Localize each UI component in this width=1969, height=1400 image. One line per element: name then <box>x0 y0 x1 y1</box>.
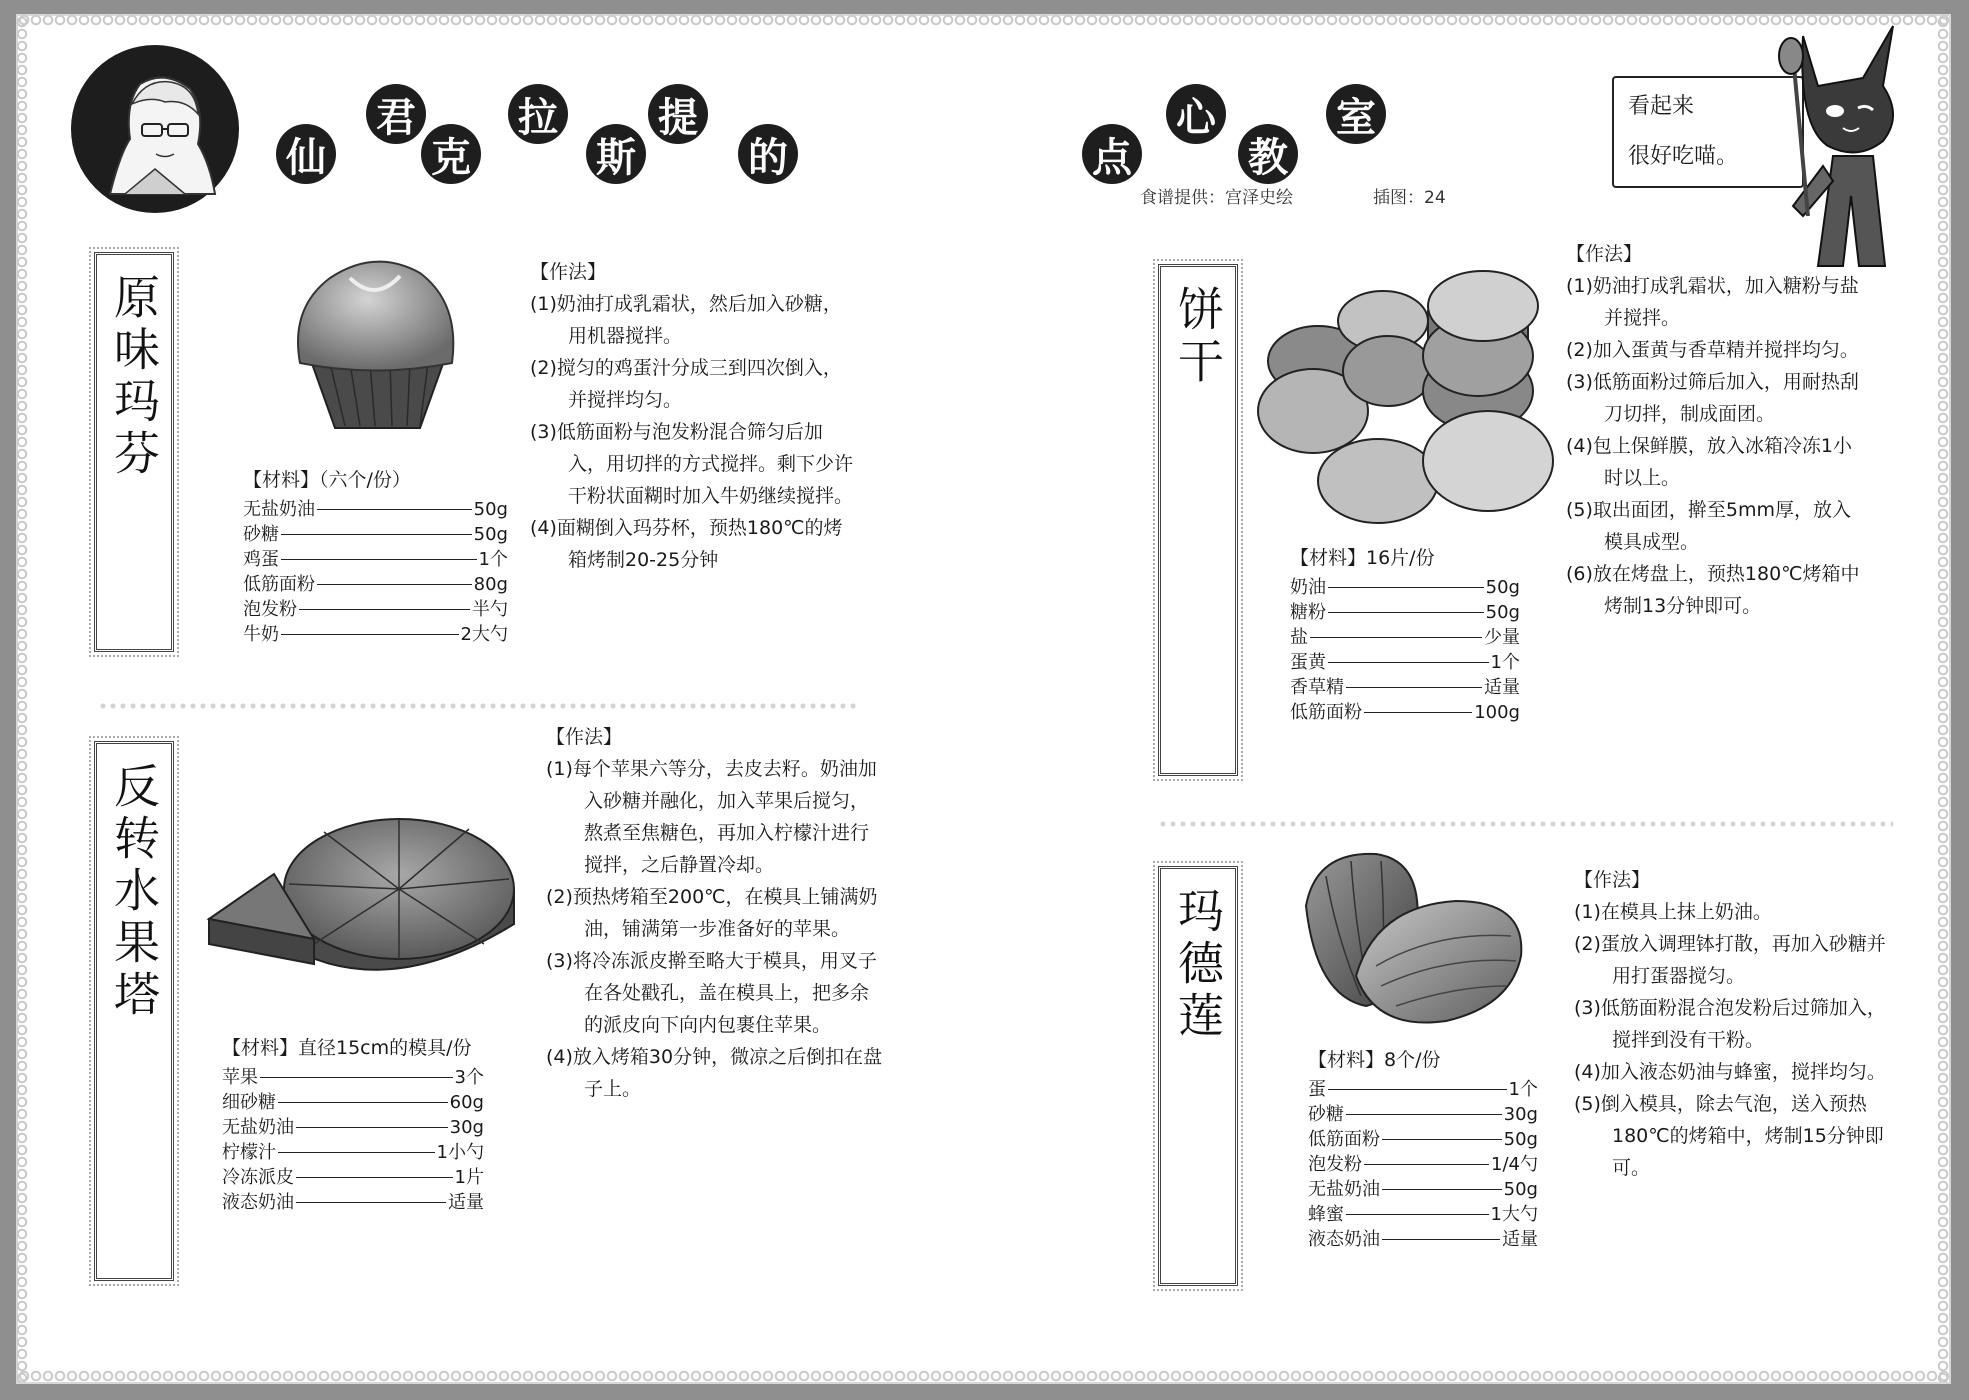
title-right-char-3: 室 <box>1326 84 1386 144</box>
ingredient-leader-line <box>281 559 477 560</box>
ingredient-leader-line <box>1346 1214 1489 1215</box>
tart-label-box <box>94 741 174 1281</box>
ingredient-row <box>1290 600 1520 625</box>
ingredient-row <box>1308 1077 1538 1102</box>
left-divider <box>98 702 858 710</box>
ingredient-qty: 3个 <box>454 1067 484 1088</box>
ingredient-qty: 适量 <box>1502 1229 1538 1250</box>
ingredient-leader-line <box>296 1177 453 1178</box>
chef-portrait <box>70 44 240 214</box>
ingredient-row <box>1308 1102 1538 1127</box>
title-left-char-6: 的 <box>738 124 798 184</box>
ingredient-name: 低筋面粉 <box>1308 1129 1380 1150</box>
ingredient-name: 液态奶油 <box>1308 1229 1380 1250</box>
tart-name: 反转水果塔 <box>107 762 161 1022</box>
ingredient-leader-line <box>1346 1114 1502 1115</box>
ingredient-name: 低筋面粉 <box>1290 702 1362 723</box>
ingredient-name: 无盐奶油 <box>222 1117 294 1138</box>
ingredient-leader-line <box>1382 1189 1502 1190</box>
ingredient-row <box>243 497 508 522</box>
ingredient-leader-line <box>1382 1239 1500 1240</box>
ingredient-qty: 1片 <box>454 1167 484 1188</box>
top-scallop-border <box>18 14 1949 26</box>
method-step: (3)将冷冻派皮擀至略大于模具，用叉子在各处戳孔，盖在模具上，把多余的派皮向下向内包裹住苹果。 <box>546 950 877 1036</box>
ingredient-qty: 50g <box>1485 577 1520 598</box>
tart-illustration <box>204 794 524 1004</box>
title-left-char-1: 君 <box>366 84 426 144</box>
ingredient-qty: 1个 <box>478 549 508 570</box>
ingredient-leader-line <box>296 1127 448 1128</box>
ingredient-name: 液态奶油 <box>222 1192 294 1213</box>
ingredient-leader-line <box>1328 1089 1507 1090</box>
ingredient-qty: 适量 <box>448 1192 484 1213</box>
title-left-char-4: 斯 <box>586 124 646 184</box>
ingredient-qty: 50g <box>1503 1129 1538 1150</box>
ingredient-leader-line <box>278 1152 435 1153</box>
method-step: (1)奶油打成乳霜状，然后加入砂糖，用机器搅拌。 <box>530 293 842 347</box>
ingredient-row <box>1290 625 1520 650</box>
ingredient-leader-line <box>1346 687 1482 688</box>
ingredient-name: 泡发粉 <box>243 599 297 620</box>
method-step: (6)放在烤盘上，预热180℃烤箱中烤制13分钟即可。 <box>1566 563 1860 617</box>
ingredient-qty: 2大勺 <box>460 624 508 645</box>
madeleine-method <box>1574 864 1904 1184</box>
method-step: (1)在模具上抹上奶油。 <box>1574 901 1772 923</box>
ingredient-name: 细砂糖 <box>222 1092 276 1113</box>
ingredient-row <box>222 1190 484 1215</box>
ingredient-name: 泡发粉 <box>1308 1154 1362 1175</box>
muffin-illustration <box>280 248 470 438</box>
ingredient-row <box>1290 575 1520 600</box>
title-left-char-0: 仙 <box>276 124 336 184</box>
tart-method-title: 【作法】 <box>546 726 623 748</box>
ingredient-leader-line <box>281 534 472 535</box>
cookie-ingredients-header: 【材料】16片/份 <box>1290 547 1435 569</box>
ingredient-row <box>1308 1227 1538 1252</box>
ingredient-row <box>222 1165 484 1190</box>
recipe-credit: 食谱提供：宫泽史绘 <box>1140 188 1293 208</box>
title-right-char-1: 心 <box>1166 84 1226 144</box>
ingredient-leader-line <box>1310 637 1482 638</box>
ingredient-leader-line <box>317 509 472 510</box>
method-step: (2)预热烤箱至200℃，在模具上铺满奶油，铺满第一步准备好的苹果。 <box>546 886 878 940</box>
title-right-char-2: 教 <box>1238 124 1298 184</box>
madeleine-label-box <box>1158 866 1238 1286</box>
method-step: (2)蛋放入调理钵打散，再加入砂糖并用打蛋器搅匀。 <box>1574 933 1886 987</box>
madeleine-ingredients-header: 【材料】8个/份 <box>1308 1049 1441 1071</box>
ingredient-name: 柠檬汁 <box>222 1142 276 1163</box>
ingredient-qty: 1个 <box>1508 1079 1538 1100</box>
ingredient-qty: 少量 <box>1484 627 1520 648</box>
madeleine-name: 玛德莲 <box>1171 887 1225 1043</box>
ingredient-row <box>222 1065 484 1090</box>
ingredient-name: 牛奶 <box>243 624 279 645</box>
muffin-method <box>530 256 860 576</box>
ingredient-qty: 1大勺 <box>1490 1204 1538 1225</box>
ingredient-leader-line <box>1364 712 1472 713</box>
method-step: (1)奶油打成乳霜状，加入糖粉与盐并搅拌。 <box>1566 275 1859 329</box>
method-step: (3)低筋面粉混合泡发粉后过筛加入，搅拌到没有干粉。 <box>1574 997 1886 1051</box>
ingredient-row <box>1308 1127 1538 1152</box>
ingredient-leader-line <box>317 584 472 585</box>
cookie-method-title: 【作法】 <box>1566 243 1643 265</box>
method-step: (3)低筋面粉与泡发粉混合筛匀后加入，用切拌的方式搅拌。剩下少许干粉状面糊时加入牛奶继续搅拌。 <box>530 421 854 507</box>
tart-method <box>546 721 886 1105</box>
method-step: (3)低筋面粉过筛后加入，用耐热刮刀切拌，制成面团。 <box>1566 371 1859 425</box>
ingredient-name: 蛋 <box>1308 1079 1326 1100</box>
ingredient-name: 砂糖 <box>243 524 279 545</box>
ingredient-qty: 1/4勺 <box>1491 1154 1538 1175</box>
muffin-method-title: 【作法】 <box>530 261 607 283</box>
ingredient-row <box>1308 1152 1538 1177</box>
ingredient-qty: 60g <box>449 1092 484 1113</box>
ingredient-qty: 1个 <box>1490 652 1520 673</box>
muffin-label-box <box>94 252 174 652</box>
ingredient-name: 糖粉 <box>1290 602 1326 623</box>
muffin-ingredients-header: 【材料】（六个/份） <box>243 469 411 491</box>
ingredient-leader-line <box>278 1102 448 1103</box>
ingredient-row <box>222 1115 484 1140</box>
method-step: (4)包上保鲜膜，放入冰箱冷冻1小时以上。 <box>1566 435 1853 489</box>
method-step: (4)放入烤箱30分钟，微凉之后倒扣在盘子上。 <box>546 1046 883 1100</box>
ingredient-qty: 30g <box>1503 1104 1538 1125</box>
madeleine-method-title: 【作法】 <box>1574 869 1651 891</box>
ingredient-name: 蜂蜜 <box>1308 1204 1344 1225</box>
ingredient-row <box>243 522 508 547</box>
ingredient-name: 奶油 <box>1290 577 1326 598</box>
ingredient-row <box>243 622 508 647</box>
title-right-char-0: 点 <box>1082 124 1142 184</box>
bottom-scallop-border <box>18 1370 1949 1382</box>
ingredient-qty: 1小勺 <box>436 1142 484 1163</box>
ingredient-leader-line <box>1328 662 1489 663</box>
title-left-char-5: 提 <box>648 84 708 144</box>
ingredient-row <box>1290 700 1520 725</box>
madeleine-illustration <box>1296 846 1536 1036</box>
ingredient-leader-line <box>1328 587 1484 588</box>
ingredient-qty: 适量 <box>1484 677 1520 698</box>
ingredient-qty: 50g <box>473 524 508 545</box>
ingredient-name: 冷冻派皮 <box>222 1167 294 1188</box>
muffin-ingredients <box>243 468 508 647</box>
title-left-char-2: 克 <box>421 124 481 184</box>
method-step: (2)加入蛋黄与香草精并搅拌均匀。 <box>1566 339 1859 361</box>
ingredient-name: 无盐奶油 <box>243 499 315 520</box>
ingredient-row <box>1290 650 1520 675</box>
ingredient-row <box>1308 1202 1538 1227</box>
method-step: (1)每个苹果六等分，去皮去籽。奶油加入砂糖并融化，加入苹果后搅匀，熬煮至焦糖色，再加入柠檬汁进行搅拌，之后静置冷却。 <box>546 758 877 876</box>
illustration-credit: 插图：24 <box>1373 188 1446 208</box>
cookie-method <box>1566 238 1866 622</box>
ingredient-qty: 半勺 <box>472 599 508 620</box>
ingredient-qty: 50g <box>1485 602 1520 623</box>
ingredient-row <box>222 1090 484 1115</box>
ingredient-leader-line <box>1328 612 1484 613</box>
ingredient-name: 苹果 <box>222 1067 258 1088</box>
ingredient-row <box>1308 1177 1538 1202</box>
ingredient-qty: 50g <box>473 499 508 520</box>
muffin-name: 原味玛芬 <box>107 273 161 481</box>
left-scallop-border <box>16 16 28 1382</box>
ingredient-name: 香草精 <box>1290 677 1344 698</box>
right-divider <box>1158 820 1893 828</box>
ingredient-qty: 50g <box>1503 1179 1538 1200</box>
ingredient-leader-line <box>260 1077 453 1078</box>
ingredient-qty: 30g <box>449 1117 484 1138</box>
tart-ingredients <box>222 1036 484 1215</box>
method-step: (4)面糊倒入玛芬杯，预热180℃的烤箱烤制20-25分钟 <box>530 517 843 571</box>
recipe-page <box>16 14 1951 1384</box>
title-left-char-3: 拉 <box>508 84 568 144</box>
speech-line-1: 看起来 <box>1628 94 1695 119</box>
tart-ingredients-header: 【材料】直径15cm的模具/份 <box>222 1037 472 1059</box>
ingredient-name: 砂糖 <box>1308 1104 1344 1125</box>
ingredient-leader-line <box>296 1202 446 1203</box>
ingredient-leader-line <box>299 609 470 610</box>
ingredient-leader-line <box>1364 1164 1489 1165</box>
ingredient-name: 蛋黄 <box>1290 652 1326 673</box>
cookie-illustration <box>1258 271 1578 541</box>
ingredient-qty: 80g <box>473 574 508 595</box>
ingredient-name: 低筋面粉 <box>243 574 315 595</box>
speech-line-2: 很好吃喵。 <box>1628 144 1739 169</box>
ingredient-name: 无盐奶油 <box>1308 1179 1380 1200</box>
ingredient-qty: 100g <box>1474 702 1520 723</box>
ingredient-row <box>243 572 508 597</box>
method-step: (2)搅匀的鸡蛋汁分成三到四次倒入，并搅拌均匀。 <box>530 357 842 411</box>
madeleine-ingredients <box>1308 1048 1538 1252</box>
ingredient-leader-line <box>281 634 459 635</box>
method-step: (5)取出面团，擀至5mm厚，放入模具成型。 <box>1566 499 1852 553</box>
method-step: (5)倒入模具，除去气泡，送入预热180℃的烤箱中，烤制15分钟即可。 <box>1574 1093 1884 1179</box>
ingredient-name: 盐 <box>1290 627 1308 648</box>
cookie-name: 饼干 <box>1171 285 1225 389</box>
ingredient-name: 鸡蛋 <box>243 549 279 570</box>
ingredient-row <box>243 547 508 572</box>
ingredient-row <box>222 1140 484 1165</box>
ingredient-leader-line <box>1382 1139 1502 1140</box>
cookie-ingredients <box>1290 546 1520 725</box>
method-step: (4)加入液态奶油与蜂蜜，搅拌均匀。 <box>1574 1061 1886 1083</box>
cookie-label-box <box>1158 264 1238 776</box>
ingredient-row <box>243 597 508 622</box>
ingredient-row <box>1290 675 1520 700</box>
